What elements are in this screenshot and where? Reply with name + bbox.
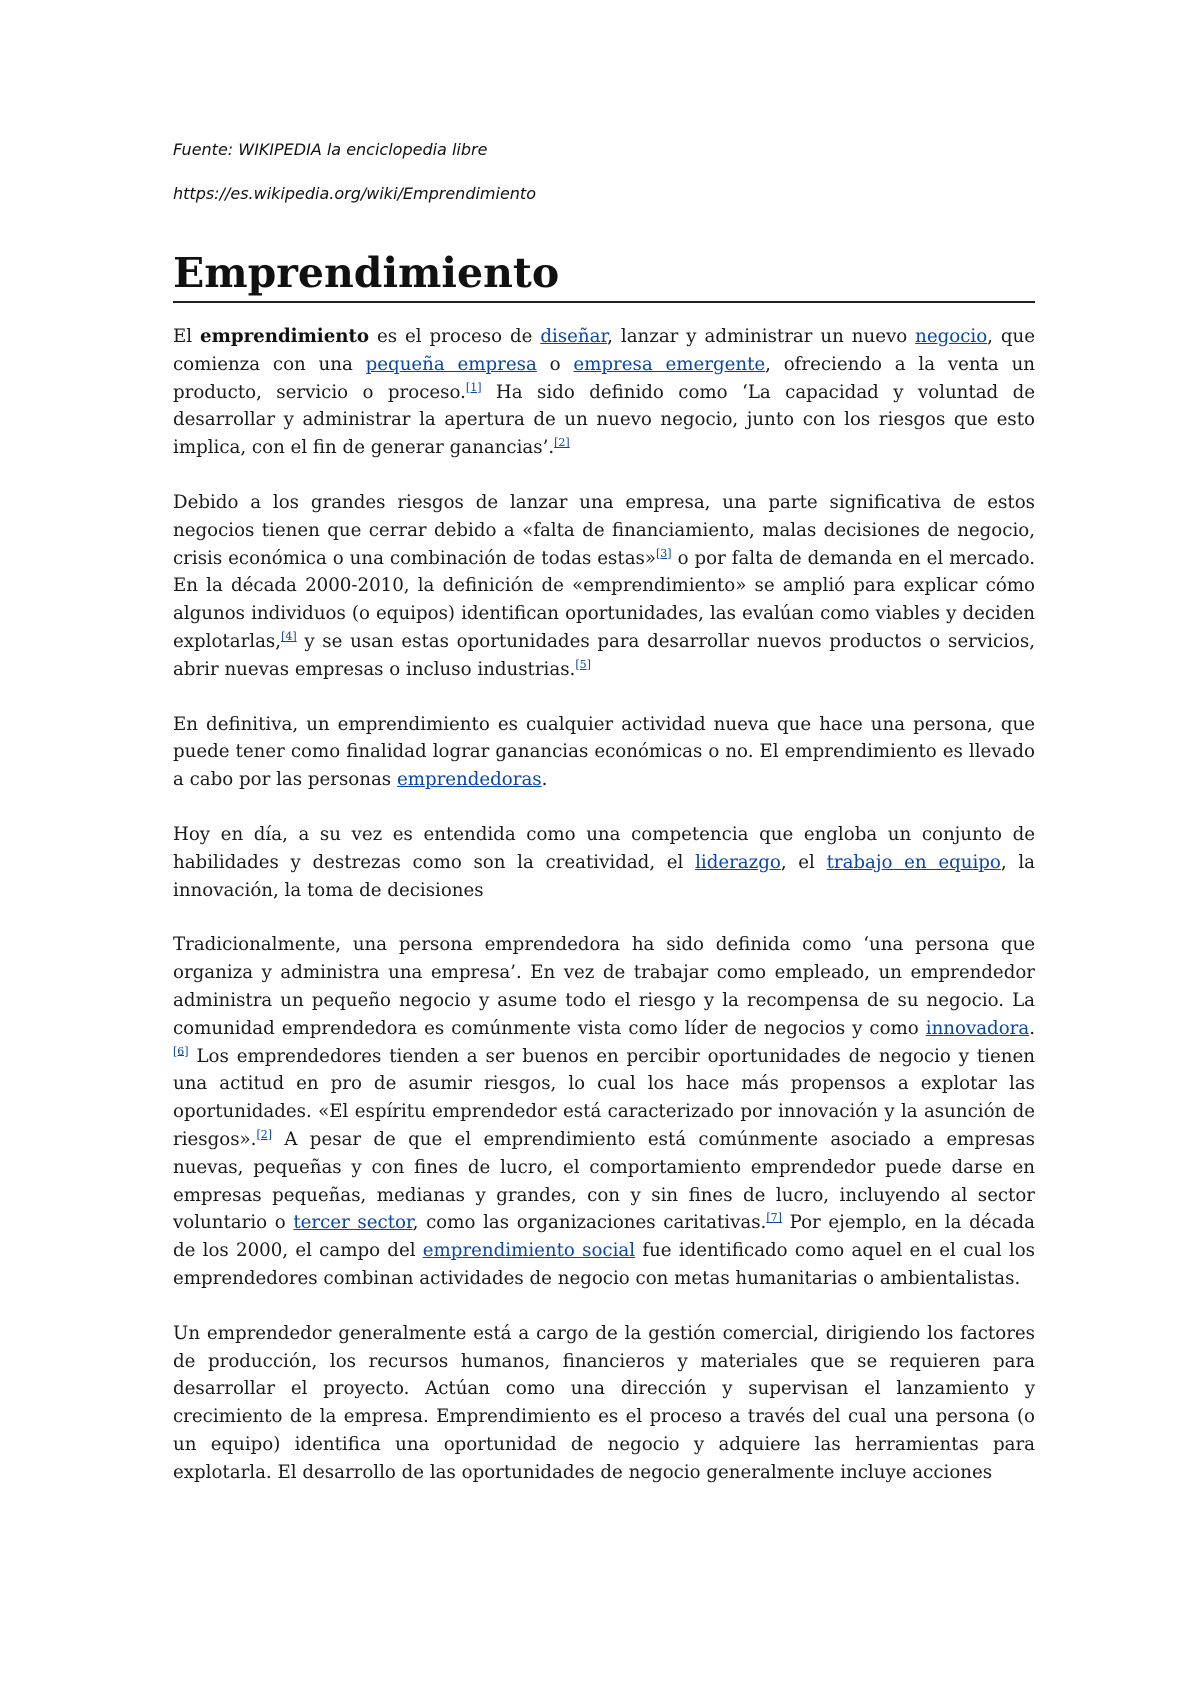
text-run: , ofreciendo a la venta un producto, servicio o proceso. <box>173 353 1035 403</box>
text-run: es el proceso de <box>369 326 541 347</box>
paragraph-2 <box>173 489 1035 684</box>
text-run: , como las organizaciones caritativas. <box>412 1212 767 1234</box>
reference-1 <box>466 381 482 394</box>
paragraph-3 <box>173 711 1035 794</box>
text-run: fue identificado como aquel en el cual los emprendedores combinan actividades de negocio con metas humanitarias o ambientalistas. <box>173 1240 1036 1289</box>
text-run: Un emprendedor generalmente está a cargo de la gestión comercial, dirigiendo los factores de producción, los recursos humanos, financieros y materiales que se requieren para desarrollar el proyecto. Actúan como una dirección y supervisan el lanzamiento y crecimiento de la empresa. Emprendimiento es el proceso a través del cual una persona (o un equipo) identifica una oportunidad de negocio y adquiere las herramientas para explotarla. El desarrollo de las oportunidades de negocio generalmente incluye acciones <box>173 1322 1035 1483</box>
text-run: , la innovación, la toma de decisiones <box>173 851 1035 901</box>
link-pequena-empresa[interactable]: pequeña empresa <box>365 353 537 375</box>
text-run: Ha sido definido como ‘La capacidad y voluntad de desarrollar y administrar la apertura de un nuevo negocio, junto con los riesgos que esto implica, con el fin de generar ganancias’. <box>173 381 1036 459</box>
link-innovadora[interactable]: innovadora <box>925 1017 1030 1039</box>
text-run: , el <box>780 851 827 873</box>
reference-2b <box>256 1128 272 1141</box>
text-run: o por falta de demanda en el mercado. En la década 2000-2010, la definición de «emprendimiento» se amplió para explicar cómo algunos individuos (o equipos) identifican oportunidades, las evalúan como viables y deciden explotarlas, <box>173 547 1035 652</box>
text-run: , que comienza con una <box>173 326 1035 375</box>
reference-2 <box>554 436 570 449</box>
link-disenar[interactable]: diseñar <box>540 326 608 347</box>
reference-7 <box>766 1211 782 1224</box>
link-negocio[interactable]: negocio <box>915 326 988 347</box>
reference-link-1[interactable]: [1] <box>465 380 482 394</box>
link-empresa-emergente[interactable]: empresa emergente <box>573 353 766 375</box>
source-url: https://es.wikipedia.org/wiki/Emprendimiento <box>173 184 536 203</box>
text-run: Los emprendedores tienden a ser buenos en percibir oportunidades de negocio y tienen una actitud en pro de asumir riesgos, lo cual los hace más propensos a explotar las oportunidades. «El espíritu emprendedor está caracterizado por innovación y la asunción de riesgos». <box>173 1045 1035 1150</box>
text-run: El <box>173 326 201 347</box>
source-label: Fuente: WIKIPEDIA la enciclopedia libre <box>173 140 488 159</box>
paragraph-1 <box>173 323 1035 462</box>
text-run: Tradicionalmente, una persona emprendedora ha sido definida como ‘una persona que organiza y administra una empresa’. En vez de trabajar como empleado, un emprendedor administra un pequeño negocio y asume todo el riesgo y la recompensa de su negocio. La comunidad emprendedora es comúnmente vista como líder de negocios y como <box>173 934 1035 1039</box>
text-run: o <box>536 353 574 375</box>
reference-3 <box>656 547 672 560</box>
reference-link-5[interactable]: [5] <box>575 657 591 671</box>
reference-4 <box>281 630 297 643</box>
text-run: Debido a los grandes riesgos de lanzar una empresa, una parte significativa de estos negocios tienen que cerrar debido a «falta de financiamiento, malas decisiones de negocio, crisis económica o una combinación de todas estas» <box>173 491 1035 569</box>
link-emprendimiento-social[interactable]: emprendimiento social <box>422 1240 636 1262</box>
link-liderazgo[interactable]: liderazgo <box>695 851 781 873</box>
text-run: y se usan estas oportunidades para desarrollar nuevos productos o servicios, abrir nuevas empresas o incluso industrias. <box>173 630 1035 680</box>
reference-link-2[interactable]: [2] <box>554 436 570 450</box>
reference-link-7[interactable]: [7] <box>766 1211 782 1225</box>
text-run: , lanzar y administrar un nuevo <box>607 326 916 347</box>
text-run: A pesar de que el emprendimiento está comúnmente asociado a empresas nuevas, pequeñas y con fines de lucro, el comportamiento emprendedor puede darse en empresas pequeñas, medianas y grandes, con y sin fines de lucro, incluyendo al sector voluntario o <box>173 1128 1035 1234</box>
text-run: Por ejemplo, en la década de los 2000, el campo del <box>173 1212 1035 1262</box>
paragraph-5 <box>173 931 1035 1292</box>
reference-5 <box>575 658 591 671</box>
reference-link-6[interactable]: [6] <box>173 1044 189 1058</box>
link-trabajo-en-equipo[interactable]: trabajo en equipo <box>826 851 1001 873</box>
text-run: . <box>1029 1017 1035 1039</box>
reference-6 <box>173 1044 189 1057</box>
link-emprendedoras[interactable]: emprendedoras <box>396 769 542 791</box>
bold-term: emprendimiento <box>200 326 370 347</box>
paragraph-6 <box>173 1320 1035 1487</box>
article-title: Emprendimiento <box>173 248 1035 303</box>
text-run: Hoy en día, a su vez es entendida como una competencia que engloba un conjunto de habilidades y destrezas como son la creatividad, el <box>173 823 1035 873</box>
text-run: En definitiva, un emprendimiento es cualquier actividad nueva que hace una persona, que puede tener como finalidad lograr ganancias económicas o no. El emprendimiento es llevado a cabo por las personas <box>173 713 1035 791</box>
document-page <box>173 140 1035 1513</box>
reference-link-4[interactable]: [4] <box>281 629 297 643</box>
reference-link-2b[interactable]: [2] <box>256 1127 273 1141</box>
reference-link-3[interactable]: [3] <box>656 546 672 560</box>
text-run: . <box>541 769 548 791</box>
link-tercer-sector[interactable]: tercer sector <box>293 1212 413 1234</box>
paragraph-4 <box>173 821 1035 904</box>
